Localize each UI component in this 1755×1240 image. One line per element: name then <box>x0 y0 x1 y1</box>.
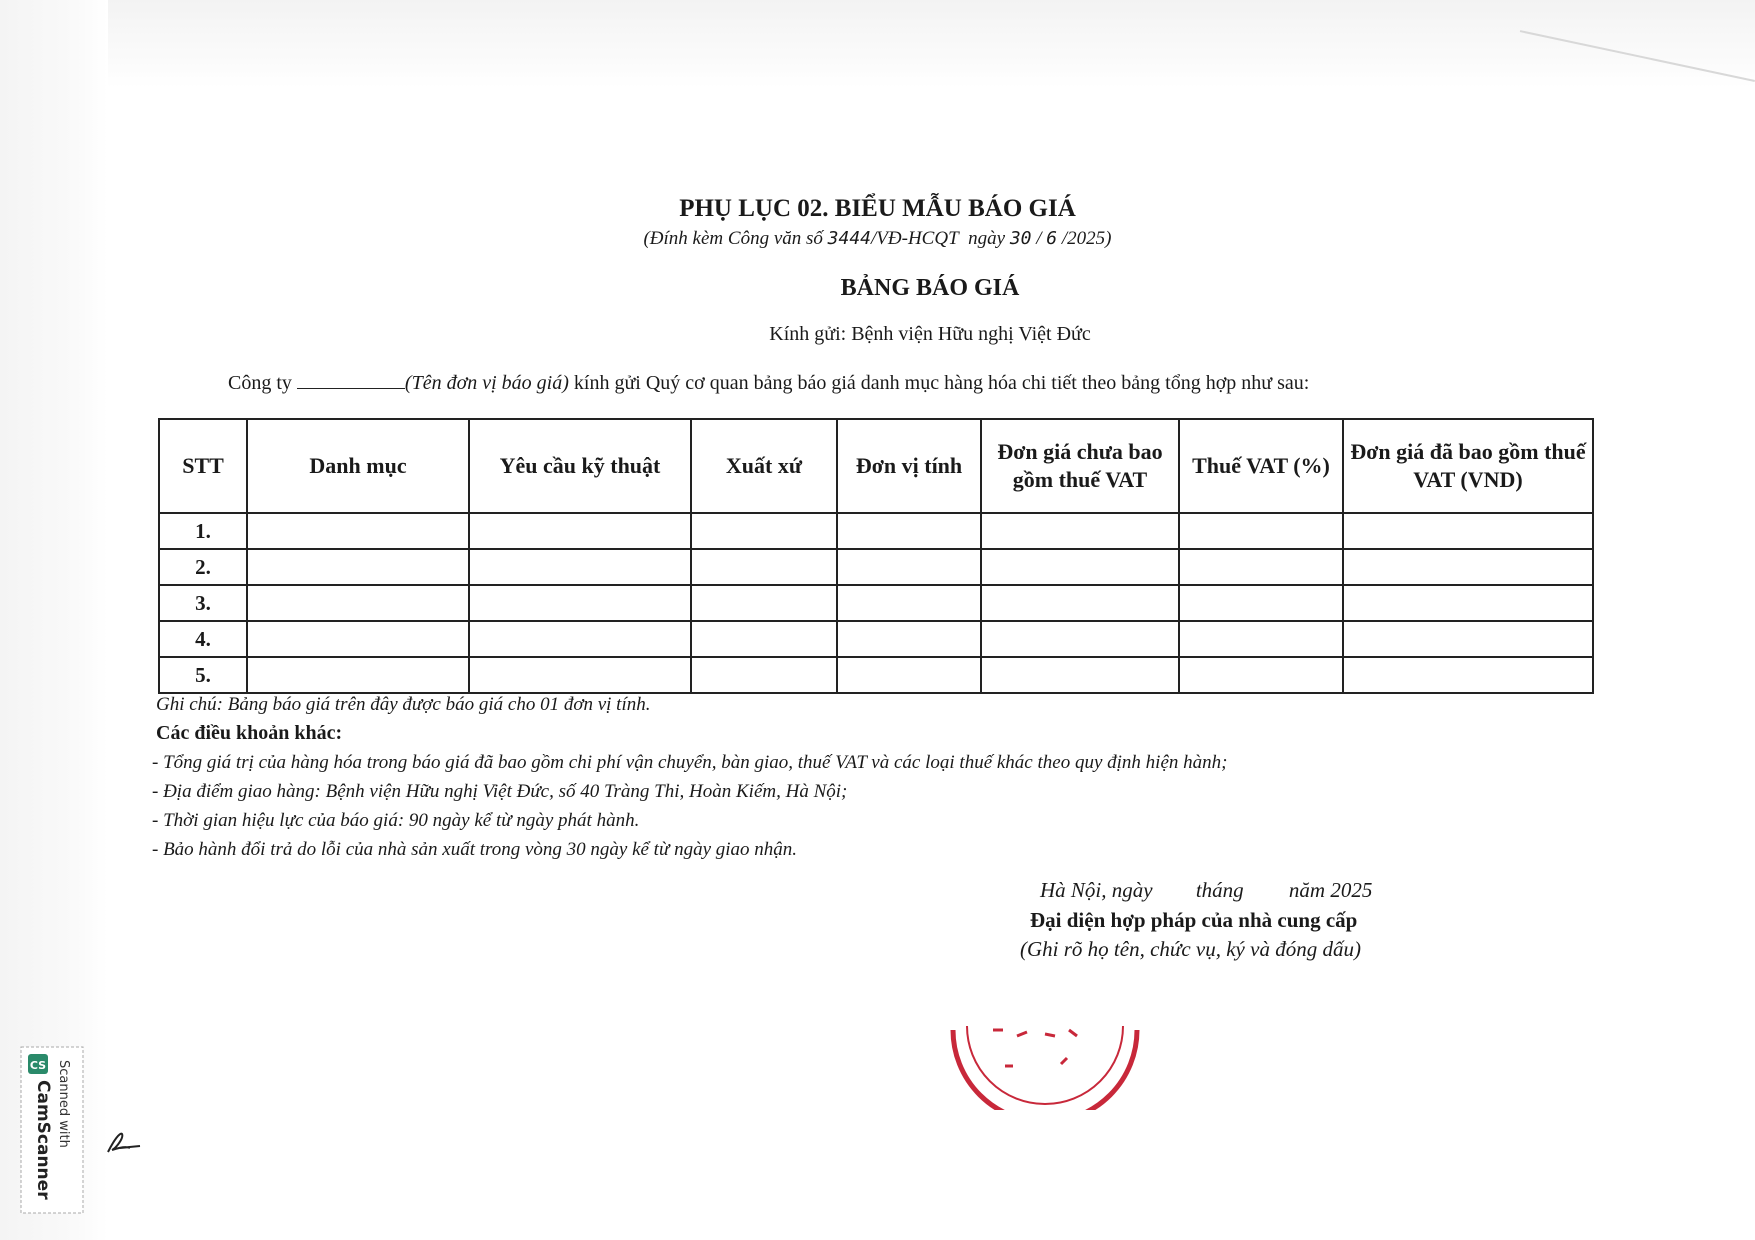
signature-title: Đại diện hợp pháp của nhà cung cấp <box>1030 908 1358 932</box>
date-label: ngày <box>968 228 1006 249</box>
table-row <box>159 585 1593 621</box>
camscanner-label: Scanned with <box>56 1060 71 1148</box>
row-number: 4. <box>159 621 247 657</box>
cell-empty[interactable] <box>837 585 981 621</box>
header-price-excl-vat: Đơn giá chưa bao gồm thuế VAT <box>981 419 1179 513</box>
document-title: BẢNG BÁO GIÁ <box>840 275 1020 301</box>
cell-empty[interactable] <box>837 657 981 693</box>
attachment-prefix: (Đính kèm Công văn số <box>643 228 823 249</box>
cell-empty[interactable] <box>1179 513 1343 549</box>
appendix-title: PHỤ LỤC 02. BIỂU MẪU BÁO GIÁ <box>679 195 1076 222</box>
camscanner-badge <box>20 1046 84 1214</box>
signature-instruction: (Ghi rõ họ tên, chức vụ, ký và đóng dấu) <box>1020 937 1361 961</box>
header-origin: Xuất xứ <box>691 419 837 513</box>
cell-empty[interactable] <box>837 549 981 585</box>
intro-paragraph <box>228 370 1309 395</box>
intro-rest: kính gửi Quý cơ quan bảng báo giá danh mục hàng hóa chi tiết theo bảng tổng hợp như sau: <box>573 372 1310 394</box>
camscanner-logo-icon: CS <box>29 1059 47 1072</box>
header-unit: Đơn vị tính <box>837 419 981 513</box>
row-number: 1. <box>159 513 247 549</box>
cell-empty[interactable] <box>981 549 1179 585</box>
cell-empty[interactable] <box>247 513 469 549</box>
cell-empty[interactable] <box>691 585 837 621</box>
cell-empty[interactable] <box>837 513 981 549</box>
cell-empty[interactable] <box>981 621 1179 657</box>
header-specs: Yêu cầu kỹ thuật <box>469 419 691 513</box>
date-day: 30 <box>1009 228 1032 249</box>
cell-empty[interactable] <box>247 549 469 585</box>
date-month: 6 <box>1046 228 1058 249</box>
signature-year: năm 2025 <box>1288 878 1373 902</box>
table-note: Ghi chú: Bảng báo giá trên đây được báo giá cho 01 đơn vị tính. <box>156 694 651 715</box>
table-row <box>159 513 1593 549</box>
table-row <box>159 657 1593 693</box>
row-number: 3. <box>159 585 247 621</box>
terms-heading: Các điều khoản khác: <box>156 722 343 744</box>
handwritten-initials <box>104 1126 146 1158</box>
cell-empty[interactable] <box>1343 549 1593 585</box>
dispatch-ref: /VĐ-HCQT <box>871 228 959 249</box>
term-item: - Thời gian hiệu lực của báo giá: 90 ngày kể từ ngày phát hành. <box>152 810 640 831</box>
camscanner-brand: CamScanner <box>33 1080 53 1200</box>
dispatch-number: 3444 <box>827 228 872 249</box>
cell-empty[interactable] <box>981 585 1179 621</box>
signature-month: tháng <box>1195 878 1244 902</box>
company-placeholder: (Tên đơn vị báo giá) <box>404 372 569 394</box>
cell-empty[interactable] <box>469 513 691 549</box>
cell-empty[interactable] <box>1343 513 1593 549</box>
cell-empty[interactable] <box>469 585 691 621</box>
cell-empty[interactable] <box>469 549 691 585</box>
cell-empty[interactable] <box>1179 549 1343 585</box>
cell-empty[interactable] <box>691 549 837 585</box>
cell-empty[interactable] <box>1343 657 1593 693</box>
cell-empty[interactable] <box>691 657 837 693</box>
signature-place-day: Hà Nội, ngày <box>1040 878 1153 902</box>
term-item: - Địa điểm giao hàng: Bệnh viện Hữu nghị Việt Đức, số 40 Tràng Thi, Hoàn Kiếm, Hà Nội; <box>152 781 848 802</box>
cell-empty[interactable] <box>469 621 691 657</box>
cell-empty[interactable] <box>1179 657 1343 693</box>
table-row <box>159 621 1593 657</box>
cell-empty[interactable] <box>247 657 469 693</box>
row-number: 5. <box>159 657 247 693</box>
header-stt: STT <box>159 419 247 513</box>
cell-empty[interactable] <box>691 513 837 549</box>
signature-date-line <box>1040 878 1372 903</box>
header-price-incl-vat: Đơn giá đã bao gồm thuế VAT (VND) <box>1343 419 1593 513</box>
header-item: Danh mục <box>247 419 469 513</box>
table-row <box>159 549 1593 585</box>
company-blank <box>297 370 405 389</box>
term-item: - Tổng giá trị của hàng hóa trong báo giá đã bao gồm chi phí vận chuyển, bàn giao, thuế VAT và các loại thuế khác theo quy định hiện hành; <box>152 752 1228 773</box>
cell-empty[interactable] <box>981 657 1179 693</box>
attachment-reference <box>0 228 1755 250</box>
row-number: 2. <box>159 549 247 585</box>
header-vat: Thuế VAT (%) <box>1179 419 1343 513</box>
table-header-row <box>159 419 1593 513</box>
red-seal-stamp <box>945 1010 1145 1110</box>
cell-empty[interactable] <box>1179 585 1343 621</box>
cell-empty[interactable] <box>1343 585 1593 621</box>
date-year: /2025) <box>1061 228 1112 249</box>
term-item: - Bảo hành đổi trả do lỗi của nhà sản xuất trong vòng 30 ngày kể từ ngày giao nhận. <box>152 839 798 860</box>
cell-empty[interactable] <box>1343 621 1593 657</box>
date-separator: / <box>1036 228 1042 249</box>
cell-empty[interactable] <box>247 621 469 657</box>
cell-empty[interactable] <box>837 621 981 657</box>
cell-empty[interactable] <box>1179 621 1343 657</box>
cell-empty[interactable] <box>469 657 691 693</box>
recipient-line: Kính gửi: Bệnh viện Hữu nghị Việt Đức <box>769 323 1091 345</box>
cell-empty[interactable] <box>691 621 837 657</box>
company-label: Công ty <box>228 372 292 394</box>
cell-empty[interactable] <box>981 513 1179 549</box>
cell-empty[interactable] <box>247 585 469 621</box>
quote-table <box>158 418 1594 694</box>
scan-top-edge <box>108 0 1755 88</box>
